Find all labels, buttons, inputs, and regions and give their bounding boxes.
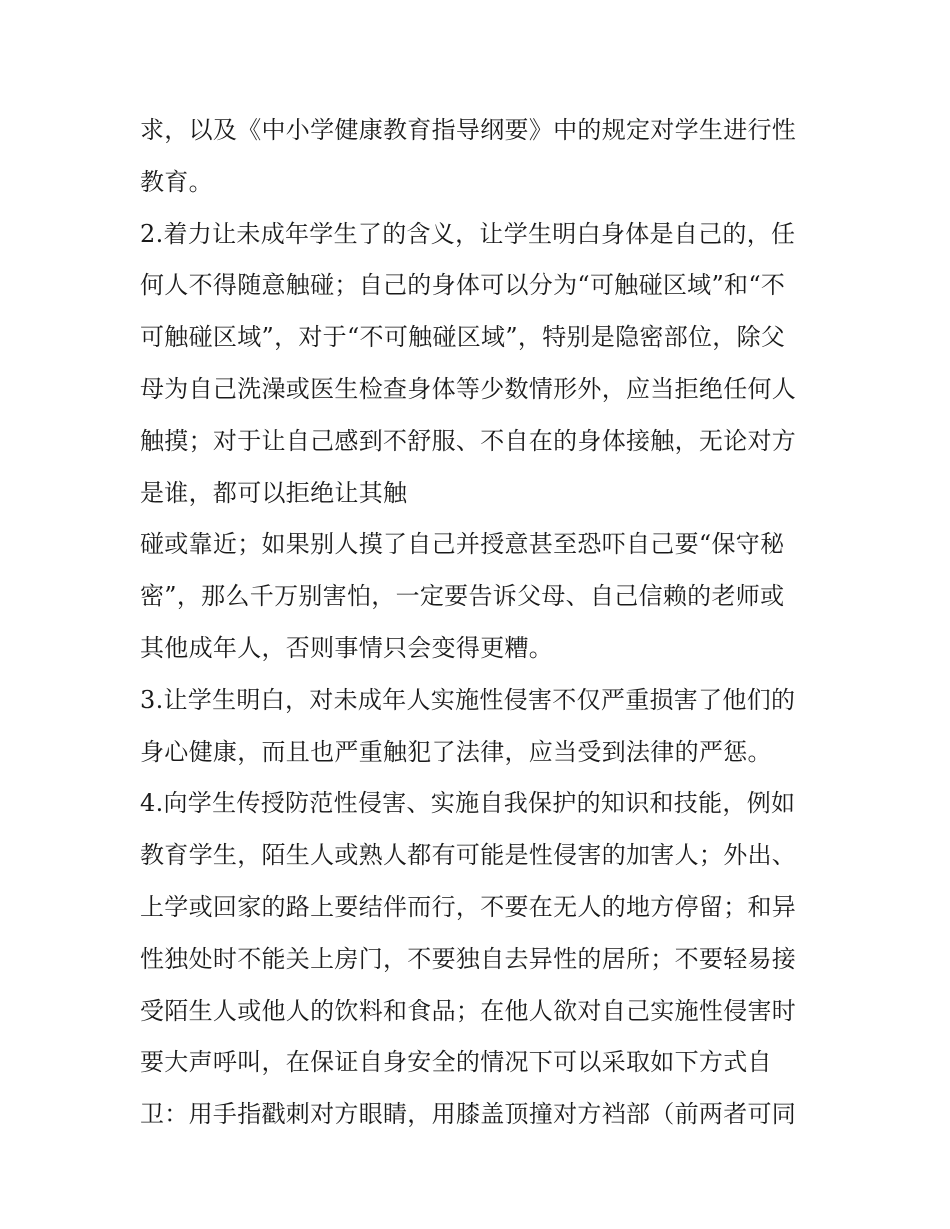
text-line: 其他成年人，否则事情只会变得更糟。 xyxy=(140,633,554,662)
text-line: 性独处时不能关上房门，不要独自去异性的居所；不要轻易接 xyxy=(140,944,797,973)
text-line: 卫：用手指戳刺对方眼睛，用膝盖顶撞对方裆部（前两者可同 xyxy=(140,1100,797,1129)
text-line: 密”，那么千万别害怕，一定要告诉父母、自己信赖的老师或 xyxy=(140,582,785,611)
text-line: 母为自己洗澡或医生检查身体等少数情形外，应当拒绝任何人 xyxy=(140,374,797,403)
text-line: 3.让学生明白，对未成年人实施性侵害不仅严重损害了他们的 xyxy=(140,685,796,714)
text-line: 教育。 xyxy=(140,167,213,196)
text-line: 碰或靠近；如果别人摸了自己并授意甚至恐吓自己要“保守秘 xyxy=(140,530,785,559)
text-line: 可触碰区域”，对于“不可触碰区域”，特别是隐密部位，除父 xyxy=(140,323,786,352)
text-line: 要大声呼叫，在保证自身安全的情况下可以采取如下方式自 xyxy=(140,1048,772,1077)
text-line: 上学或回家的路上要结伴而行，不要在无人的地方停留；和异 xyxy=(140,892,797,921)
text-line: 触摸；对于让自己感到不舒服、不自在的身体接触，无论对方 xyxy=(140,426,797,455)
text-line: 何人不得随意触碰；自己的身体可以分为“可触碰区域”和“不 xyxy=(140,271,786,300)
text-line: 2.着力让未成年学生了的含义，让学生明白身体是自己的，任 xyxy=(140,219,796,248)
text-line: 身心健康，而且也严重触犯了法律，应当受到法律的严惩。 xyxy=(140,737,772,766)
text-line: 教育学生，陌生人或熟人都有可能是性侵害的加害人；外出、 xyxy=(140,841,797,870)
text-line: 受陌生人或他人的饮料和食品；在他人欲对自己实施性侵害时 xyxy=(140,996,797,1025)
document-body xyxy=(140,105,830,1141)
text-line: 4.向学生传授防范性侵害、实施自我保护的知识和技能，例如 xyxy=(140,789,796,818)
text-line: 是谁，都可以拒绝让其触 xyxy=(140,478,408,507)
text-line: 求，以及《中小学健康教育指导纲要》中的规定对学生进行性 xyxy=(140,116,797,144)
